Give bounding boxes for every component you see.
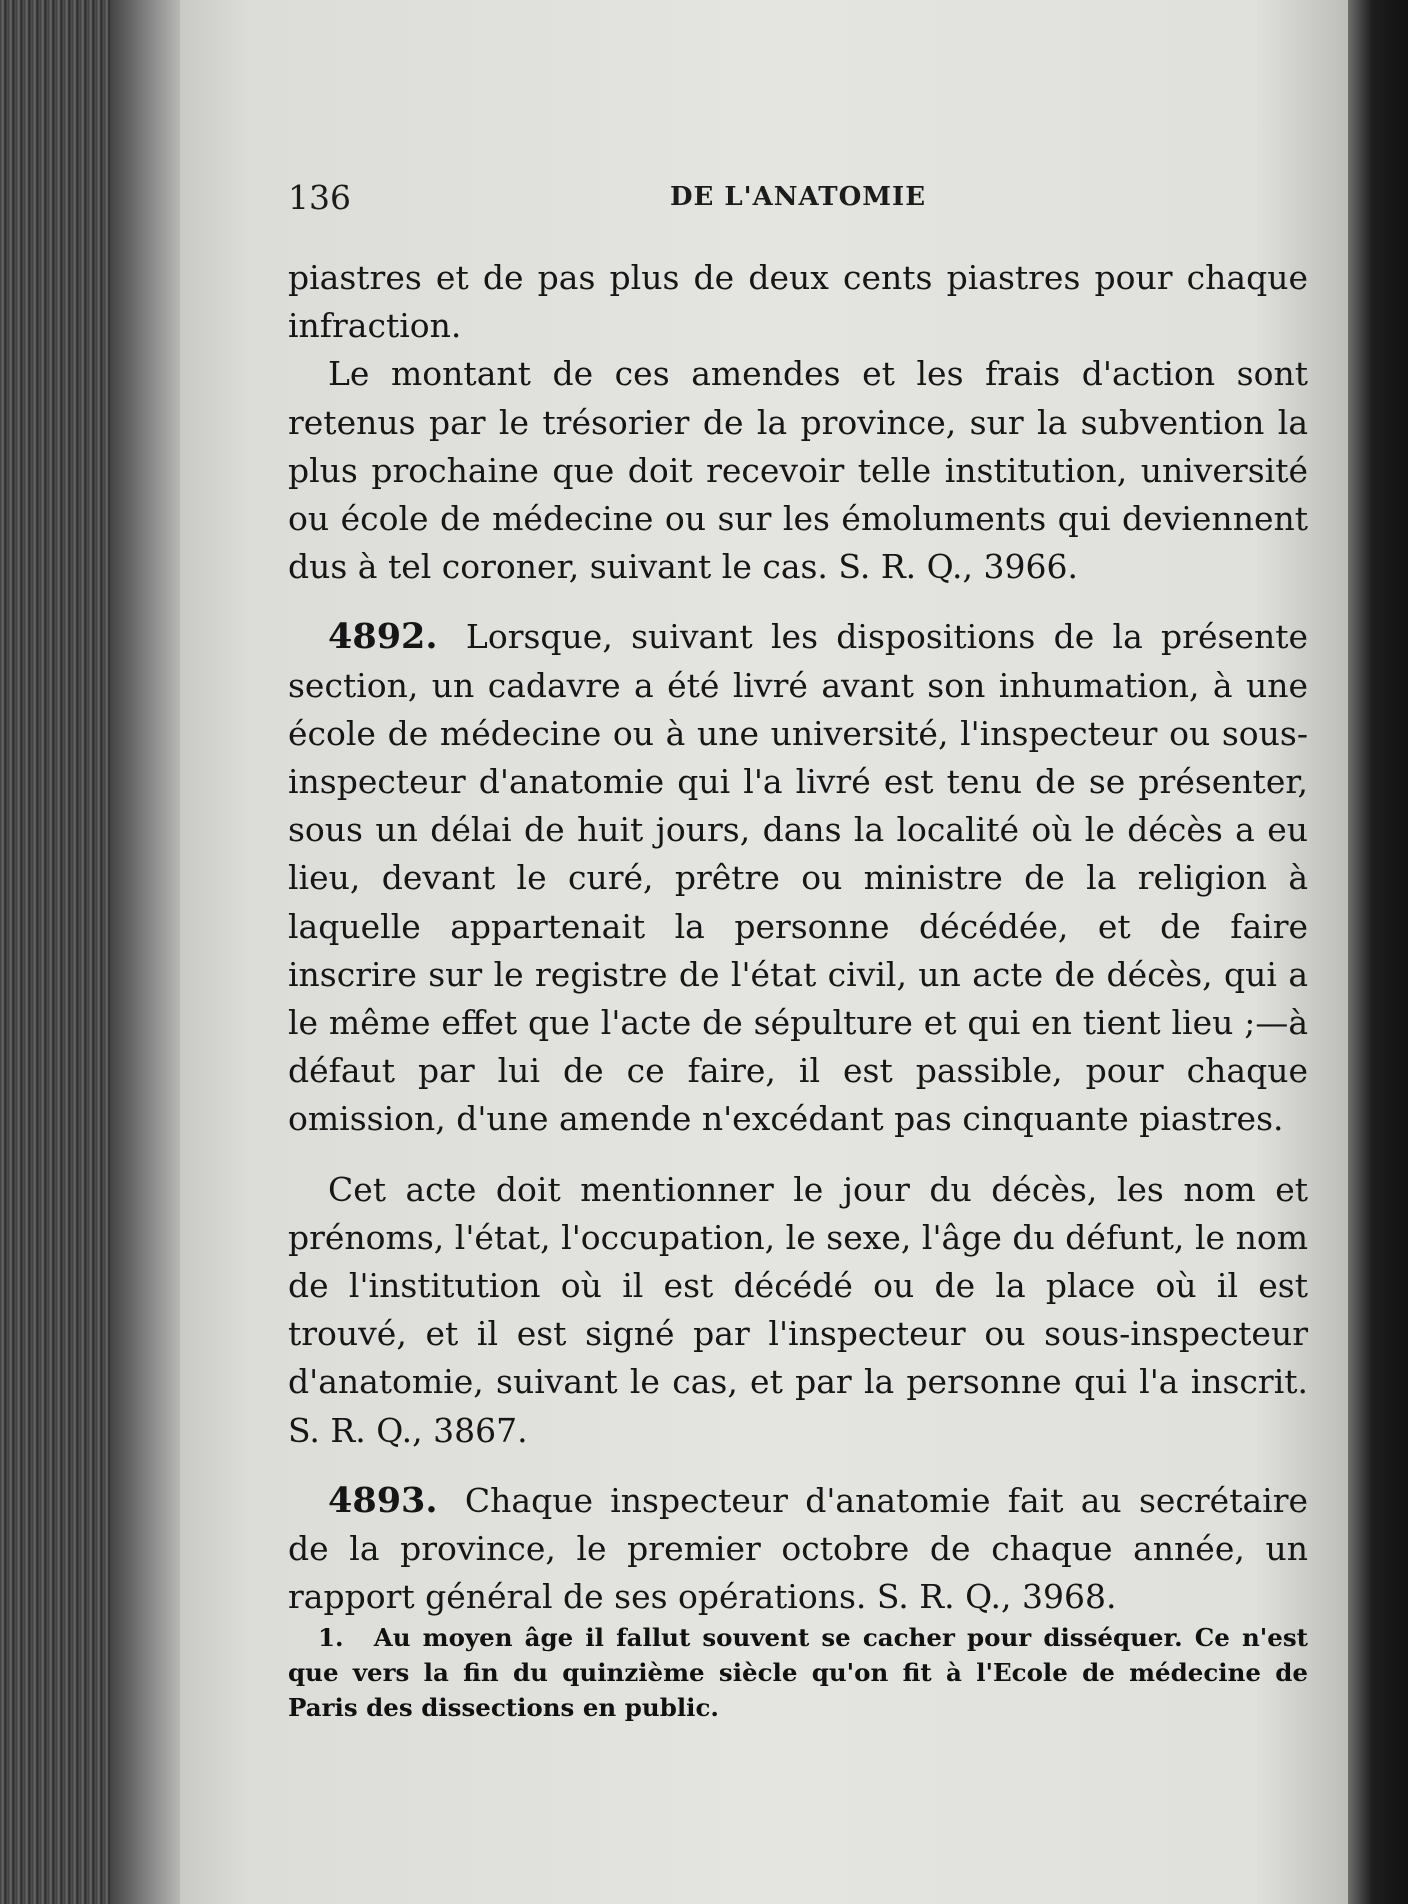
paragraph-acte	[288, 1166, 1308, 1455]
paragraph-text: Le montant de ces amendes et les frais d'action sont retenus par le trésorier de la province, sur la subvention la plus prochaine que doit recevoir telle institution, université ou école de médecine ou sur les émoluments qui deviennent dus à tel coroner, suivant le cas. S. R. Q., 3966.	[288, 354, 1308, 587]
paragraph-text: Lorsque, suivant les dispositions de la présente section, un cadavre a été livré avant son inhumation, à une école de médecine ou à une université, l'inspecteur ou sous-inspecteur d'anatomie qui l'a livré est tenu de se présenter, sous un délai de huit jours, dans la localité où le décès a eu lieu, devant le curé, prêtre ou ministre de la religion à laquelle appartenait la personne décédée, et de faire inscrire sur le registre de l'état civil, un acte de décès, qui a le même effet que l'acte de sépulture et qui en tient lieu ;—à défaut par lui de ce faire, il est passible, pour chaque omission, d'une amende n'excédant pas cinquante piastres.	[288, 617, 1308, 1139]
book-page-edges	[0, 0, 180, 1904]
paragraph-text: piastres et de pas plus de deux cents piastres pour chaque infraction.	[288, 258, 1308, 346]
footnote-paragraph	[288, 1620, 1308, 1725]
footnote-marker: 1.	[318, 1623, 344, 1652]
paragraph-text: Cet acte doit mentionner le jour du décès, les nom et prénoms, l'état, l'occupation, le sexe, l'âge du défunt, le nom de l'institution où il est décédé ou de la place où il est trouvé, et il est signé par l'inspecteur ou sous-inspecteur d'anatomie, suivant le cas, et par la personne qui l'a inscrit. S. R. Q., 3867.	[288, 1169, 1308, 1450]
article-number: 4893.	[328, 1479, 438, 1521]
article-4893	[288, 1477, 1308, 1622]
paragraph-amendes	[288, 350, 1308, 591]
paragraph-text: Chaque inspecteur d'anatomie fait au secrétaire de la province, le premier octobre de chaque année, un rapport général de ses opérations. S. R. Q., 3968.	[288, 1480, 1308, 1617]
body-text	[288, 254, 1308, 1621]
footnote-text: Au moyen âge il fallut souvent se cacher pour disséquer. Ce n'est que vers la fin du quinzième siècle qu'on fit à l'Ecole de médecine de Paris des dissections en public.	[288, 1623, 1308, 1722]
right-shadow	[1348, 0, 1408, 1904]
page-number: 136	[288, 178, 351, 217]
page-header	[288, 178, 1308, 218]
book-spine-shadow	[110, 0, 180, 1904]
footnote	[288, 1620, 1308, 1725]
paragraph-continuation	[288, 254, 1308, 350]
running-title: DE L'ANATOMIE	[669, 182, 927, 212]
article-number: 4892.	[328, 616, 438, 658]
article-4892	[288, 613, 1308, 1143]
